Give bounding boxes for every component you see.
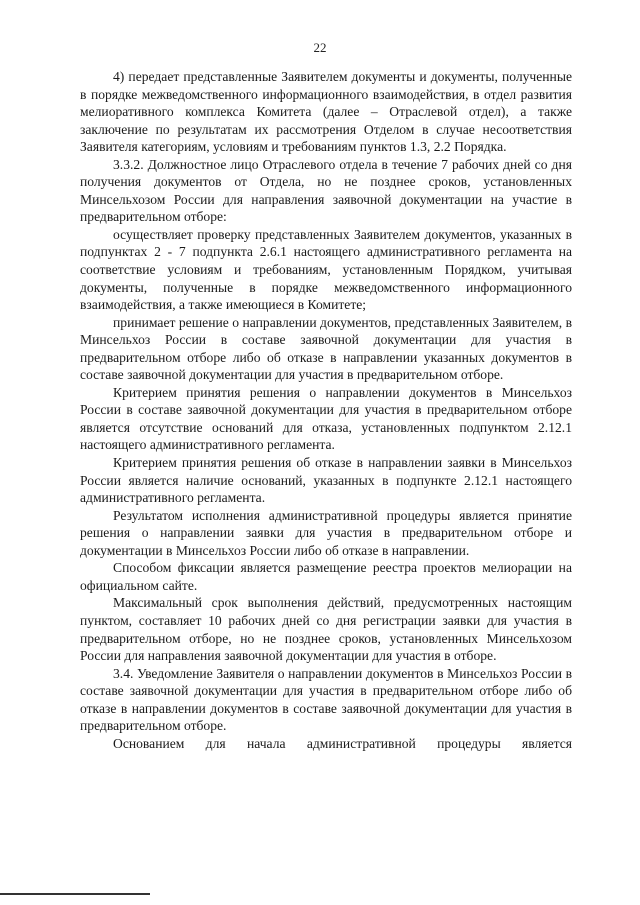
page-number: 22	[313, 40, 327, 55]
paragraph: принимает решение о направлении документов, представленных Заявителем, в Минсельхоз России в составе заявочной документации для участия в предварительном отборе либо об отказе в направлении указанных документов в составе заявочной документации для участия в предварительном отборе.	[80, 314, 572, 383]
paragraph: Критерием принятия решения о направлении документов в Минсельхоз России в составе заявочной документации для участия в предварительном отборе является отсутствие оснований для отказа, установленных подпунктом 2.12.1 настоящего административного регламента.	[80, 384, 572, 453]
paragraph: Способом фиксации является размещение реестра проектов мелиорации на официальном сайте.	[80, 560, 572, 593]
paragraph: Основанием для начала административной процедуры является	[113, 735, 572, 751]
paragraph: 3.4. Уведомление Заявителя о направлении документов в Минсельхоз России в составе заявочной документации для участия в предварительном отборе либо об отказе в направлении документов в составе заявочной документации для участия в предварительном отборе.	[80, 665, 572, 734]
paragraph: Результатом исполнения административной процедуры является принятие решения о направлении заявки для участия в предварительном отборе и документации в Минсельхоз России либо об отказе в направлении.	[80, 507, 572, 558]
paragraph: 3.3.2. Должностное лицо Отраслевого отдела в течение 7 рабочих дней со дня получения документов от Отдела, но не позднее сроков, установленных Минсельхозом России для направления заявочной документации на участие в предварительном отборе:	[80, 156, 572, 225]
document-body	[80, 68, 572, 752]
paragraph: Максимальный срок выполнения действий, предусмотренных настоящим пунктом, составляет 10 рабочих дней со дня регистрации заявки для участия в предварительном отборе, но не позднее сроков, установленных Минсельхозом России для направления заявочной документации для участия в отборе.	[80, 595, 572, 664]
paragraph: Критерием принятия решения об отказе в направлении заявки в Минсельхоз России является наличие оснований, указанных в подпункте 2.12.1 настоящего административного регламента.	[80, 455, 572, 506]
paragraph: осуществляет проверку представленных Заявителем документов, указанных в подпунктах 2 - 7 подпункта 2.6.1 настоящего административного регламента на соответствие условиям и требованиям, установленным Порядком, учитывая документы, полученные в порядке межведомственного информационного взаимодействия, а также имеющиеся в Комитете;	[80, 226, 572, 313]
paragraph: 4) передает представленные Заявителем документы и документы, полученные в порядке межведомственного информационного взаимодействия, в отдел развития мелиоративного комплекса Комитета (далее – Отраслевой отдел), а также заключение по результатам их рассмотрения Отделом в случае несоответствия Заявителя категориям, условиям и требованиям пунктов 1.3, 2.2 Порядка.	[80, 69, 572, 155]
page-bottom-rule	[0, 893, 150, 895]
